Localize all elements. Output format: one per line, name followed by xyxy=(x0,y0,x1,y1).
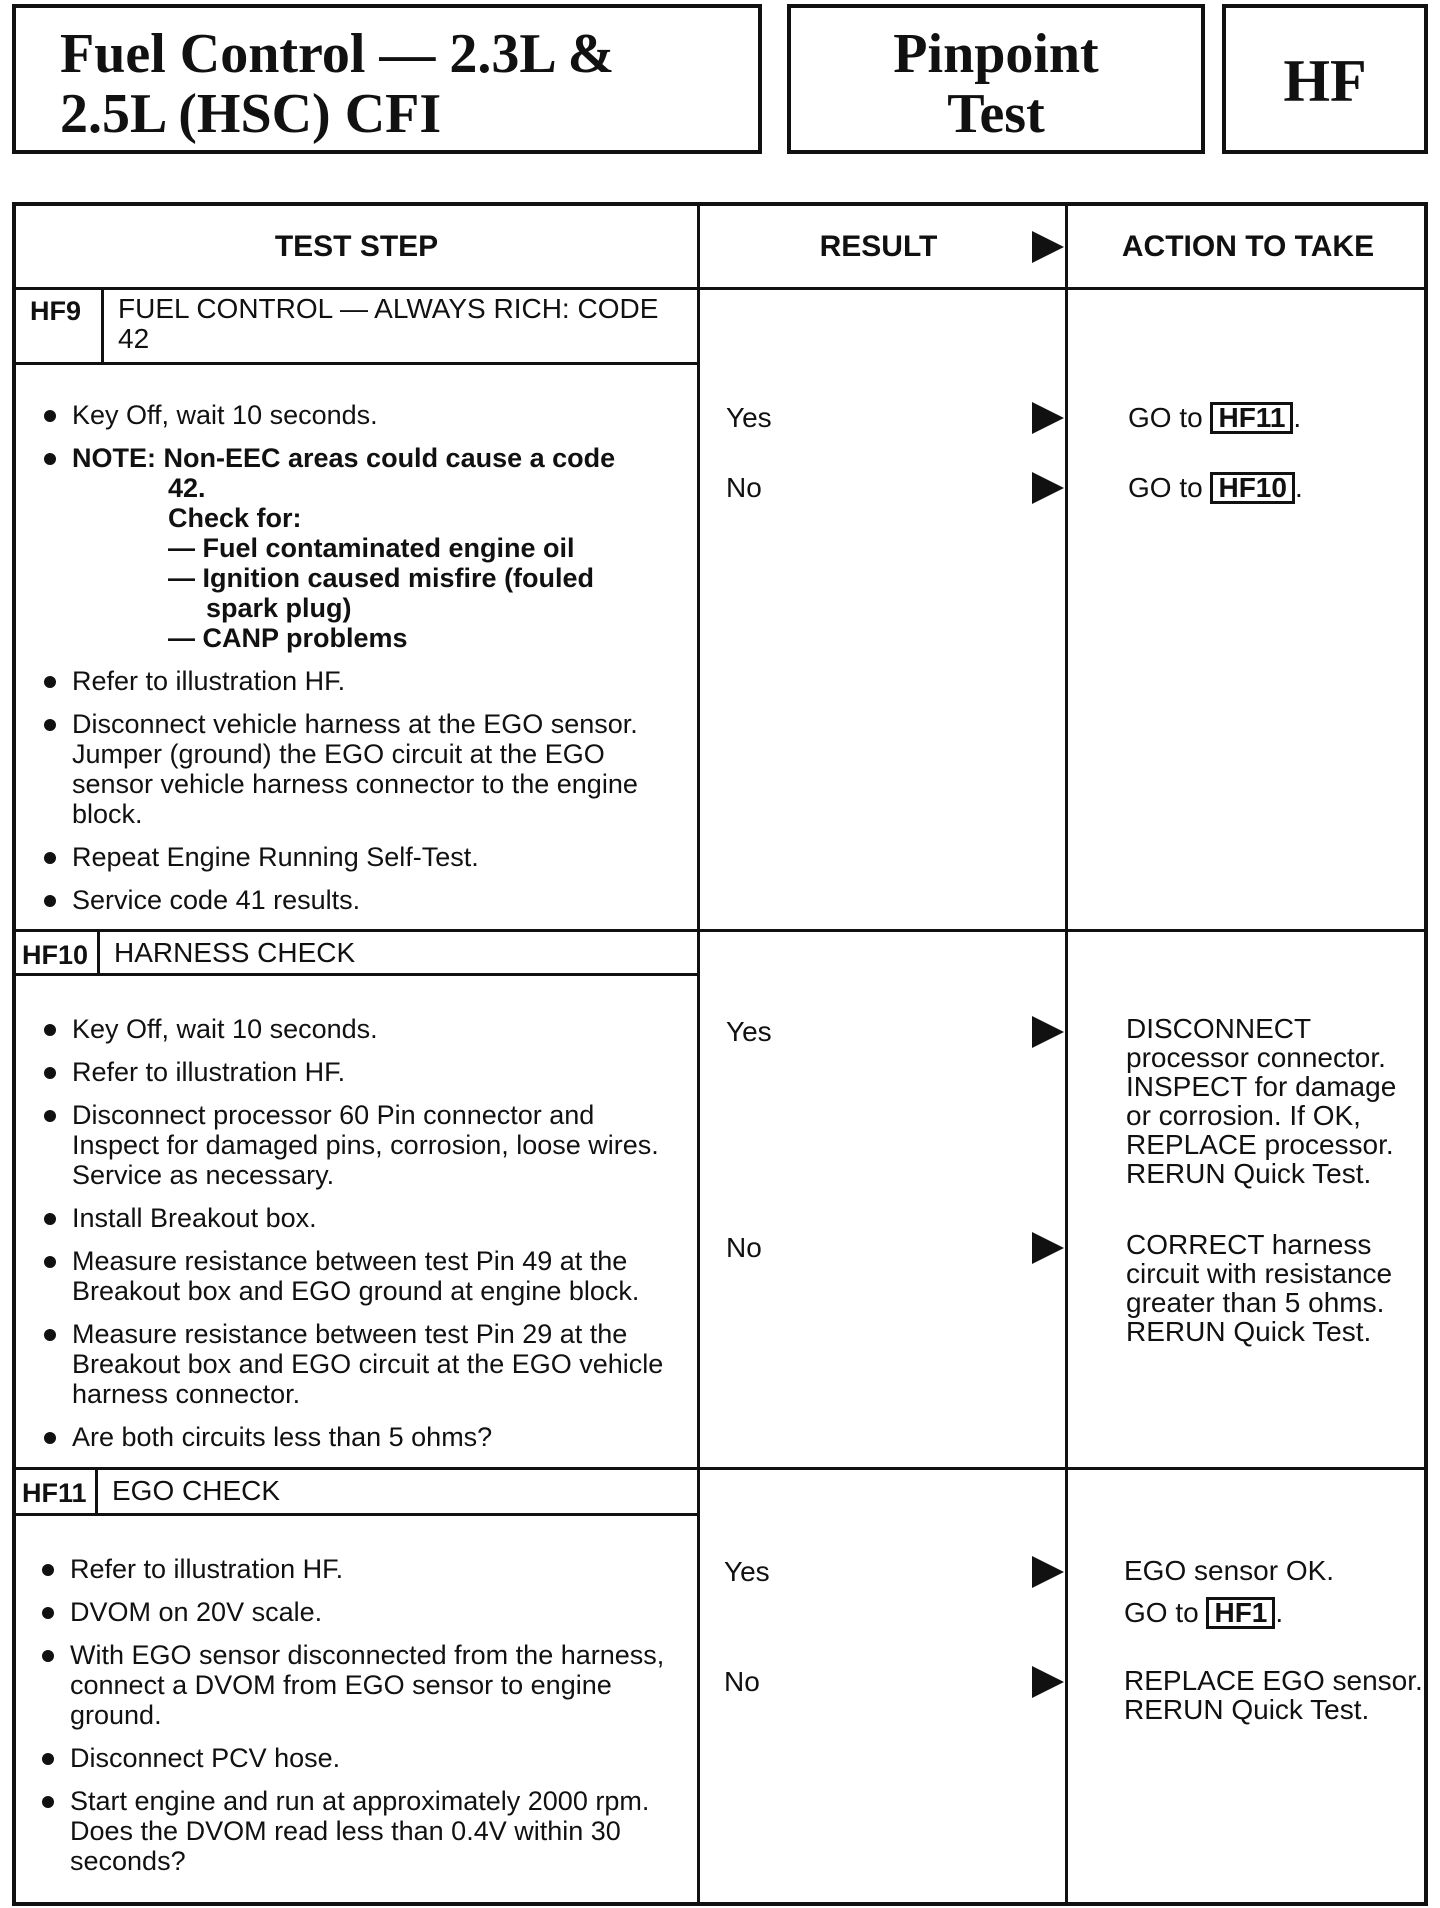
list-item: Key Off, wait 10 seconds. xyxy=(42,1014,682,1044)
list-item: Disconnect processor 60 Pin connector and Inspect for damaged pins, corrosion, loose wires. Service as necessary. xyxy=(42,1100,682,1190)
step-title: EGO CHECK xyxy=(112,1475,281,1506)
row-divider xyxy=(16,1467,1424,1470)
test-code-box xyxy=(1222,4,1428,154)
result-no: No xyxy=(726,1232,762,1263)
result-yes: Yes xyxy=(726,1016,772,1047)
column-header-result: RESULT xyxy=(819,230,938,263)
header-divider xyxy=(16,287,1424,290)
step-instructions xyxy=(40,1554,680,1889)
list-item: Measure resistance between test Pin 49 at the Breakout box and EGO ground at engine block. xyxy=(42,1246,682,1306)
list-item: Start engine and run at approximately 2000 rpm. Does the DVOM read less than 0.4V within 30 seconds? xyxy=(40,1786,680,1876)
pinpoint-table xyxy=(12,202,1428,1906)
list-item: Refer to illustration HF. xyxy=(40,1554,680,1584)
step-title: HARNESS CHECK xyxy=(114,937,356,968)
arrow-icon xyxy=(1032,402,1064,434)
action-yes: DISCONNECT processor connector. INSPECT for damage or corrosion. If OK, REPLACE processor. RERUN Quick Test. xyxy=(1126,1013,1397,1189)
title-line-2: 2.5L (HSC) CFI xyxy=(60,83,442,145)
step-id: HF11 xyxy=(22,1478,87,1508)
list-item: Measure resistance between test Pin 29 at the Breakout box and EGO circuit at the EGO vehicle harness connector. xyxy=(42,1319,682,1409)
step-id: HF9 xyxy=(30,296,82,326)
step-instructions xyxy=(42,400,682,928)
arrow-icon xyxy=(1032,1556,1064,1588)
page-title xyxy=(12,4,762,154)
action-yes: GO to HF11 . xyxy=(1128,402,1302,433)
list-item: Disconnect PCV hose. xyxy=(40,1743,680,1773)
list-item: Disconnect vehicle harness at the EGO sensor. Jumper (ground) the EGO circuit at the EGO sensor vehicle harness connector to the engine block. xyxy=(42,709,682,829)
result-no: No xyxy=(726,472,762,503)
test-type-line-2: Test xyxy=(947,83,1045,145)
arrow-icon xyxy=(1032,472,1064,504)
list-item: Key Off, wait 10 seconds. xyxy=(42,400,682,430)
test-code: HF xyxy=(1283,48,1367,114)
step-id: HF10 xyxy=(22,940,89,970)
arrow-icon xyxy=(1032,1666,1064,1698)
result-yes: Yes xyxy=(726,402,772,433)
action-yes: EGO sensor OK. GO to HF1 . xyxy=(1124,1555,1335,1628)
step-reference[interactable]: HF10 xyxy=(1210,472,1294,504)
column-divider-2 xyxy=(1065,206,1068,1902)
column-header-action: ACTION TO TAKE xyxy=(1121,230,1375,263)
test-type-line-1: Pinpoint xyxy=(893,23,1099,85)
step-instructions xyxy=(42,1014,682,1465)
list-item: Refer to illustration HF. xyxy=(42,666,682,696)
title-line-1: Fuel Control — 2.3L & xyxy=(60,23,615,85)
list-item: With EGO sensor disconnected from the harness, connect a DVOM from EGO sensor to engine ground. xyxy=(40,1640,680,1730)
result-no: No xyxy=(724,1666,760,1697)
arrow-icon xyxy=(1032,1232,1064,1264)
list-item: Install Breakout box. xyxy=(42,1203,682,1233)
column-header-test-step: TEST STEP xyxy=(274,230,439,263)
step-reference[interactable]: HF1 xyxy=(1206,1597,1275,1629)
list-item: Service code 41 results. xyxy=(42,885,682,915)
test-type-box xyxy=(787,4,1205,154)
row-divider xyxy=(16,929,1424,932)
result-yes: Yes xyxy=(724,1556,770,1587)
action-no: GO to HF10 . xyxy=(1128,472,1303,503)
list-item: Are both circuits less than 5 ohms? xyxy=(42,1422,682,1452)
column-divider-1 xyxy=(697,206,700,1902)
note-item: NOTE: Non-EEC areas could cause a code 42. Check for: — Fuel contaminated engine oil — Ignition caused misfire (fouled spark plug) — CANP problems xyxy=(42,443,682,653)
arrow-icon xyxy=(1032,1016,1064,1048)
action-no: REPLACE EGO sensor. RERUN Quick Test. xyxy=(1124,1665,1423,1725)
arrow-icon xyxy=(1032,231,1064,263)
list-item: DVOM on 20V scale. xyxy=(40,1597,680,1627)
list-item: Refer to illustration HF. xyxy=(42,1057,682,1087)
action-no: CORRECT harness circuit with resistance greater than 5 ohms. RERUN Quick Test. xyxy=(1126,1229,1393,1347)
list-item: Repeat Engine Running Self-Test. xyxy=(42,842,682,872)
step-title: FUEL CONTROL — ALWAYS RICH: CODE 42 xyxy=(118,293,659,354)
step-reference[interactable]: HF11 xyxy=(1210,402,1293,434)
